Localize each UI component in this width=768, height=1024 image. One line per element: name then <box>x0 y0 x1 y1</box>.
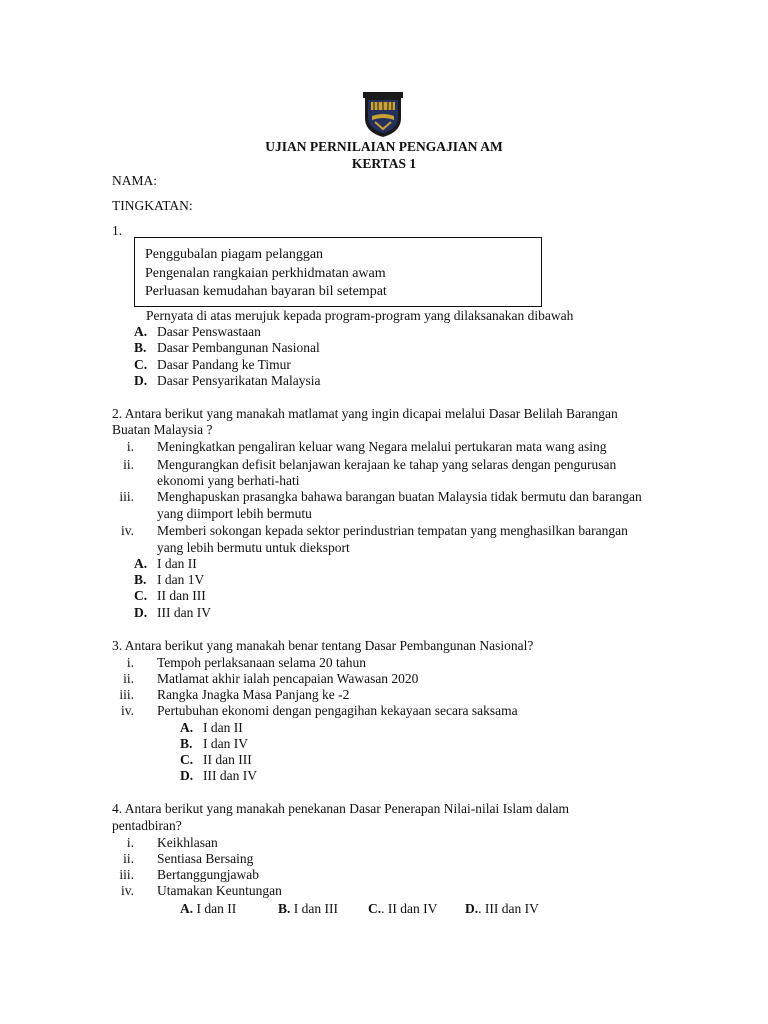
q3-statement-num: ii. <box>123 671 134 686</box>
q4-option-letter: B. <box>278 901 291 916</box>
q4-options-row <box>180 901 236 917</box>
q2-option-letter: D. <box>134 605 148 620</box>
q4-statement: Utamakan Keuntungan <box>157 883 282 898</box>
q3-option-text: I dan IV <box>203 736 248 751</box>
q3-statement: Rangka Jnagka Masa Panjang ke -2 <box>157 687 350 702</box>
q3-option-letter: C. <box>180 752 194 767</box>
q4-option-letter: C. <box>368 901 382 916</box>
q1-option-letter: C. <box>134 357 148 372</box>
q4-statement: Bertanggungjawab <box>157 867 259 882</box>
q2-option-letter: B. <box>134 572 147 587</box>
q4-statement-num: iv. <box>121 883 134 898</box>
q4-option-text: I dan III <box>293 901 338 916</box>
q4-options-row <box>368 901 437 917</box>
q3-statement-num: i. <box>126 655 134 670</box>
q4-stem-line1: 4. Antara berikut yang manakah penekanan Dasar Penerapan Nilai-nilai Islam dalam <box>112 801 569 816</box>
q2-statement-num: i. <box>126 439 134 454</box>
q1-number: 1. <box>112 223 123 238</box>
q1-option-letter: B. <box>134 340 147 355</box>
q1-box-line: Penggubalan piagam pelanggan <box>145 247 324 262</box>
q3-option-letter: B. <box>180 736 193 751</box>
name-label: NAMA: <box>112 173 158 188</box>
exam-subtitle: KERTAS 1 <box>351 156 417 171</box>
q4-statement: Keikhlasan <box>157 835 218 850</box>
q2-statement-num: iv. <box>121 523 134 538</box>
q4-statement-num: i. <box>126 835 134 850</box>
q4-options-row <box>278 901 338 917</box>
q2-option-text: I dan II <box>157 556 197 571</box>
q3-statement: Pertubuhan ekonomi dengan pengagihan kekayaan secara saksama <box>157 703 518 718</box>
q3-option-letter: D. <box>180 768 194 783</box>
form-label: TINGKATAN: <box>112 198 193 213</box>
q2-statement: Menghapuskan prasangka bahawa barangan buatan Malaysia tidak bermutu dan barangan <box>157 489 642 504</box>
q3-statement-num: iii. <box>119 687 134 702</box>
q1-option-text: Dasar Penswastaan <box>157 324 261 339</box>
q1-statement-box <box>134 237 542 307</box>
q2-statement-num: ii. <box>123 457 134 472</box>
q4-option-text: . III dan IV <box>478 901 539 916</box>
q2-statement: Mengurangkan defisit belanjawan kerajaan ke tahap yang selaras dengan pengurusan <box>157 457 617 472</box>
q3-stem: 3. Antara berikut yang manakah benar tentang Dasar Pembangunan Nasional? <box>112 638 534 653</box>
q2-option-text: III dan IV <box>157 605 211 620</box>
q2-option-letter: A. <box>134 556 148 571</box>
q4-statement-num: iii. <box>119 867 134 882</box>
q4-option-text: I dan II <box>196 901 237 916</box>
q1-box-line: Pengenalan rangkaian perkhidmatan awam <box>145 266 386 281</box>
q2-statement: Memberi sokongan kepada sektor perindustrian tempatan yang menghasilkan barangan <box>157 523 628 538</box>
q2-statement-cont: yang diimport lebih bermutu <box>157 506 312 521</box>
q3-option-text: III dan IV <box>203 768 257 783</box>
q2-option-text: I dan 1V <box>157 572 205 587</box>
q3-option-text: II dan III <box>203 752 252 767</box>
q2-statement-cont: yang lebih bermutu untuk dieksport <box>157 540 350 555</box>
q2-stem-line1: 2. Antara berikut yang manakah matlamat yang ingin dicapai melalui Dasar Belilah Barangan <box>112 406 618 421</box>
q2-statement-cont: ekonomi yang berhati-hati <box>157 473 300 488</box>
q1-option-text: Dasar Pembangunan Nasional <box>157 340 320 355</box>
exam-title: UJIAN PERNILAIAN PENGAJIAN AM <box>265 139 503 154</box>
q1-option-letter: D. <box>134 373 148 388</box>
q4-option-letter: A. <box>180 901 194 916</box>
q4-stem-line2: pentadbiran? <box>112 818 182 833</box>
q3-statement: Tempoh perlaksanaan selama 20 tahun <box>157 655 366 670</box>
q4-statement: Sentiasa Bersaing <box>157 851 254 866</box>
q4-option-letter: D. <box>465 901 479 916</box>
q4-options-row <box>465 901 539 917</box>
q2-stem-line2: Buatan Malaysia ? <box>112 422 213 437</box>
q1-option-text: Dasar Pandang ke Timur <box>157 357 291 372</box>
q3-statement-num: iv. <box>121 703 134 718</box>
q4-statement-num: ii. <box>123 851 134 866</box>
q1-option-letter: A. <box>134 324 148 339</box>
q3-statement: Matlamat akhir ialah pencapaian Wawasan 2020 <box>157 671 419 686</box>
school-crest-logo <box>363 92 403 138</box>
q2-statement-num: iii. <box>119 489 134 504</box>
q3-option-text: I dan II <box>203 720 243 735</box>
q3-option-letter: A. <box>180 720 194 735</box>
q1-option-text: Dasar Pensyarikatan Malaysia <box>157 373 321 388</box>
q1-box-line: Perluasan kemudahan bayaran bil setempat <box>145 284 387 299</box>
q2-option-letter: C. <box>134 588 148 603</box>
q4-option-text: . II dan IV <box>381 901 438 916</box>
q2-statement: Meningkatkan pengaliran keluar wang Negara melalui pertukaran mata wang asing <box>157 439 607 454</box>
q1-stem: Pernyata di atas merujuk kepada program-program yang dilaksanakan dibawah <box>146 308 574 323</box>
q2-option-text: II dan III <box>157 588 206 603</box>
